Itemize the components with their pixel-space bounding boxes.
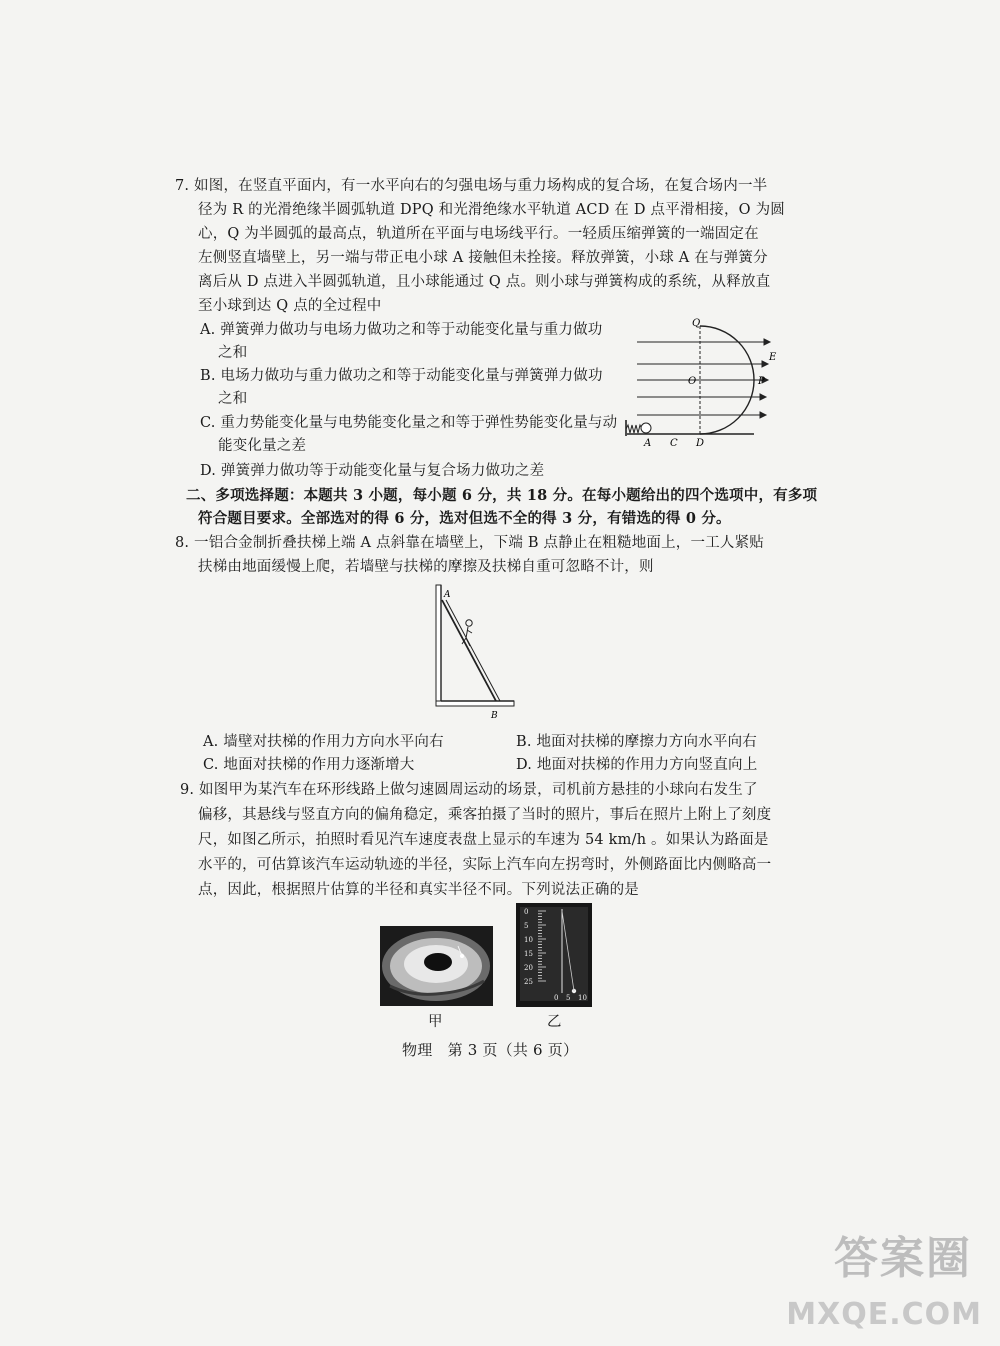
q7-option-b-cont: 之和 <box>218 391 248 407</box>
q7-option-a: A. 弹簧弹力做功与电场力做功之和等于动能变化量与重力做功 <box>200 322 603 338</box>
q9-line-3: 尺，如图乙所示，拍照时看见汽车速度表盘上显示的车速为 54 km/h 。如果认为路面是 <box>198 832 769 848</box>
photo-jia <box>380 926 493 1006</box>
q8-option-a: A. 墙壁对扶梯的作用力方向水平向右 <box>203 734 444 750</box>
q8-line-1: 8. 一铝合金制折叠扶梯上端 A 点斜靠在墙壁上，下端 B 点静止在粗糙地面上，一工人紧贴 <box>175 535 765 551</box>
q8-line-2: 扶梯由地面缓慢上爬，若墙壁与扶梯的摩擦及扶梯自重可忽略不计，则 <box>198 559 654 575</box>
wall <box>436 585 441 705</box>
ladder <box>442 600 496 701</box>
field-arrow-2 <box>762 361 768 367</box>
photo-yi <box>516 903 592 1007</box>
spring <box>626 425 642 433</box>
ruler-label: 25 <box>524 978 533 986</box>
watermark-url: MXQE.COM <box>786 1297 982 1332</box>
q7-option-d: D. 弹簧弹力做功等于动能变化量与复合场力做功之差 <box>200 463 545 479</box>
ladder-rail <box>446 600 500 701</box>
ruler-bottom-label: 5 <box>566 994 571 1002</box>
q9-line-1: 9. 如图甲为某汽车在环形线路上做匀速圆周运动的场景，司机前方悬挂的小球向右发生了 <box>180 782 758 798</box>
caption-jia: 甲 <box>428 1014 443 1030</box>
field-arrow-4 <box>760 394 766 400</box>
label-b: B <box>491 711 498 721</box>
watermark <box>782 1222 982 1332</box>
ruler-bottom-label: 10 <box>578 994 587 1002</box>
section-2-line-1: 二、多项选择题：本题共 3 小题，每小题 6 分，共 18 分。在每小题给出的四个选项中，有多项 <box>186 487 818 504</box>
ruler-bottom-label: 0 <box>554 994 559 1002</box>
ground <box>436 701 514 706</box>
ruler-label: 0 <box>524 908 529 916</box>
q7-line-1: 7. 如图，在竖直平面内，有一水平向右的匀强电场与重力场构成的复合场，在复合场内一半 <box>175 178 768 194</box>
ball-a <box>641 423 651 433</box>
worker-head <box>466 620 472 626</box>
q9-line-5: 点，因此，根据照片估算的半径和真实半径不同。下列说法正确的是 <box>198 882 639 898</box>
q7-option-b: B. 电场力做功与重力做功之和等于动能变化量与弹簧弹力做功 <box>200 368 603 384</box>
field-arrow-1 <box>764 339 770 345</box>
label-d: D <box>696 438 705 449</box>
field-arrow-5 <box>760 412 766 418</box>
label-c: C <box>670 438 678 449</box>
ruler-label: 20 <box>524 964 533 972</box>
q8-option-b: B. 地面对扶梯的摩擦力方向水平向右 <box>516 734 757 750</box>
q7-line-4: 左侧竖直墙壁上，另一端与带正电小球 A 接触但未拴接。释放弹簧，小球 A 在与弹簧分 <box>198 250 768 266</box>
label-q: Q <box>692 318 701 329</box>
q8-figure <box>428 580 518 725</box>
worker-body <box>462 627 472 646</box>
q7-figure <box>622 312 782 450</box>
q7-line-2: 径为 R 的光滑绝缘半圆弧轨道 DPQ 和光滑绝缘水平轨道 ACD 在 D 点平滑相接，O 为圆 <box>198 202 785 218</box>
page-footer: 物理 第 3 页（共 6 页） <box>402 1041 579 1059</box>
q7-option-a-cont: 之和 <box>218 345 248 361</box>
label-o: O <box>688 376 697 387</box>
q7-line-3: 心，Q 为半圆弧的最高点，轨道所在平面与电场线平行。一轻质压缩弹簧的一端固定在 <box>198 226 759 242</box>
label-e: E <box>769 352 777 363</box>
caption-yi: 乙 <box>547 1014 562 1030</box>
q7-line-5: 离后从 D 点进入半圆弧轨道，且小球能通过 Q 点。则小球与弹簧构成的系统，从释放直 <box>198 274 771 290</box>
ruler-label: 15 <box>524 950 533 958</box>
label-p: P <box>758 376 765 387</box>
watermark-logo: 答案圈 <box>834 1233 972 1284</box>
q7-option-c: C. 重力势能变化量与电势能变化量之和等于弹性势能变化量与动 <box>200 415 618 431</box>
q9-line-4: 水平的，可估算该汽车运动轨迹的半径，实际上汽车向左拐弯时，外侧路面比内侧略高一 <box>198 857 772 873</box>
ruler-label: 10 <box>524 936 533 944</box>
q9-line-2: 偏移，其悬线与竖直方向的偏角稳定，乘客拍摄了当时的照片，事后在照片上附上了刻度 <box>198 807 772 823</box>
section-2-line-2: 符合题目要求。全部选对的得 6 分，选对但选不全的得 3 分，有错选的得 0 分。 <box>198 510 731 527</box>
q8-option-c: C. 地面对扶梯的作用力逐渐增大 <box>203 757 415 773</box>
ruler-label: 5 <box>524 922 529 930</box>
q8-option-d: D. 地面对扶梯的作用力方向竖直向上 <box>516 757 758 773</box>
q7-option-c-cont: 能变化量之差 <box>218 438 307 454</box>
label-a: A <box>644 438 652 449</box>
q7-line-6: 至小球到达 Q 点的全过程中 <box>198 298 382 314</box>
label-a: A <box>444 590 451 600</box>
